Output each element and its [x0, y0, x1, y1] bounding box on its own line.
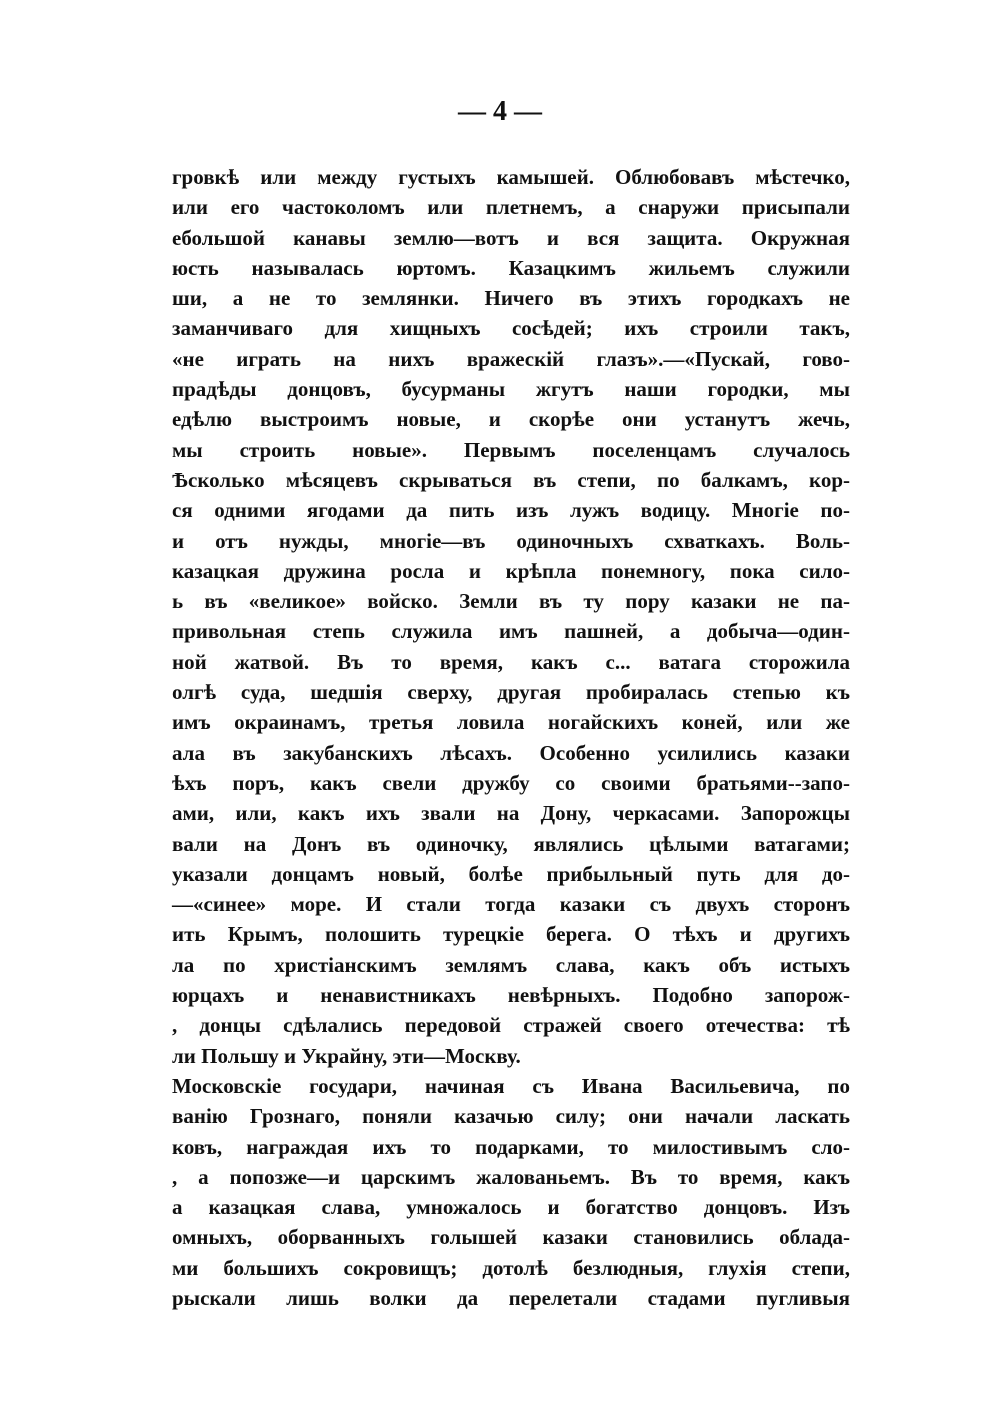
- text-line: юрцахъ и ненавистникахъ невѣрныхъ. Подобно запорож-: [172, 983, 850, 1008]
- text-line: ла по христіанскимъ землямъ слава, какъ объ истыхъ: [172, 952, 850, 977]
- text-line: казацкая дружина росла и крѣпла понемногу, пока сило-: [172, 558, 850, 583]
- text-line: мы строить новые». Первымъ поселенцамъ случалось: [172, 437, 850, 462]
- text-line: ли Польшу и Украйну, эти—Москву.: [172, 1043, 521, 1068]
- page-body-text: [172, 162, 850, 1313]
- text-line: имъ окраинамъ, третья ловила ногайскихъ коней, или же: [172, 710, 850, 735]
- text-line: омныхъ, оборванныхъ голышей казаки становились облада-: [172, 1225, 850, 1250]
- text-line: олгѣ суда, шедшія сверху, другая пробиралась степью къ: [172, 680, 850, 705]
- text-line: а казацкая слава, умножалось и богатство донцовъ. Изъ: [172, 1195, 850, 1220]
- text-line: юсть называлась юртомъ. Казацкимъ жильемъ служили: [172, 255, 850, 280]
- text-line: привольная степь служила имъ пашней, а добыча—один-: [172, 619, 850, 644]
- text-line: указали донцамъ новый, болѣе прибыльный путь для до-: [172, 861, 850, 886]
- text-line: прадѣды донцовъ, бусурманы жгутъ наши городки, мы: [172, 377, 850, 402]
- text-line: ной жатвой. Въ то время, какъ с... ватага сторожила: [172, 649, 850, 674]
- text-line: «не играть на нихъ вражескій глазъ».—«Пускай, гово-: [172, 346, 850, 371]
- text-line: ковъ, награждая ихъ то подарками, то милостивымъ сло-: [172, 1134, 850, 1159]
- text-line: гровкѣ или между густыхъ камышей. Облюбовавъ мѣстечко,: [172, 165, 850, 189]
- text-line: Ѣсколько мѣсяцевъ скрываться въ степи, по балкамъ, кор-: [172, 467, 850, 492]
- text-line: , а попозже—и царскимъ жалованьемъ. Въ то время, какъ: [172, 1164, 850, 1189]
- text-line: ебольшой канавы землю—вотъ и вся защита. Окружная: [172, 225, 850, 250]
- text-line: —«синее» море. И стали тогда казаки съ двухъ сторонъ: [172, 892, 850, 917]
- text-line: ся одними ягодами да пить изъ лужъ водицу. Многіе по-: [172, 498, 850, 523]
- text-line: заманчиваго для хищныхъ сосѣдей; ихъ строили такъ,: [172, 316, 850, 341]
- text-line: ми большихъ сокровищъ; дотолѣ безлюдныя, глухія степи,: [172, 1255, 850, 1280]
- page-number: — 4 —: [458, 96, 542, 127]
- text-line: ванію Грознаго, поняли казачью силу; они начали ласкать: [172, 1104, 850, 1129]
- text-line: ѣхъ поръ, какъ свели дружбу со своими братьями--запо-: [172, 770, 850, 795]
- text-line: ами, или, какъ ихъ звали на Дону, черкасами. Запорожцы: [172, 801, 850, 826]
- text-line: едѣлю выстроимъ новые, и скорѣе они устанутъ жечь,: [172, 407, 850, 432]
- text-line: ить Крымъ, полошить турецкіе берега. О тѣхъ и другихъ: [172, 922, 850, 947]
- text-line: вали на Донъ въ одиночку, являлись цѣлыми ватагами;: [172, 831, 850, 856]
- text-line: ала въ закубанскихъ лѣсахъ. Особенно усилились казаки: [172, 740, 850, 765]
- text-line: или его частоколомъ или плетнемъ, а снаружи присыпали: [172, 195, 850, 220]
- text-line: и отъ нужды, многіе—въ одиночныхъ схваткахъ. Воль-: [172, 528, 850, 553]
- text-line: ь въ «великое» войско. Земли въ ту пору казаки не па-: [172, 589, 850, 614]
- text-line: , донцы сдѣлались передовой стражей своего отечества: тѣ: [172, 1013, 850, 1038]
- text-line: Московскіе государи, начиная съ Ивана Васильевича, по: [172, 1073, 850, 1098]
- text-line: ши, а не то землянки. Ничего въ этихъ городкахъ не: [172, 286, 850, 311]
- text-line: рыскали лишь волки да перелетали стадами пугливыя: [172, 1285, 850, 1310]
